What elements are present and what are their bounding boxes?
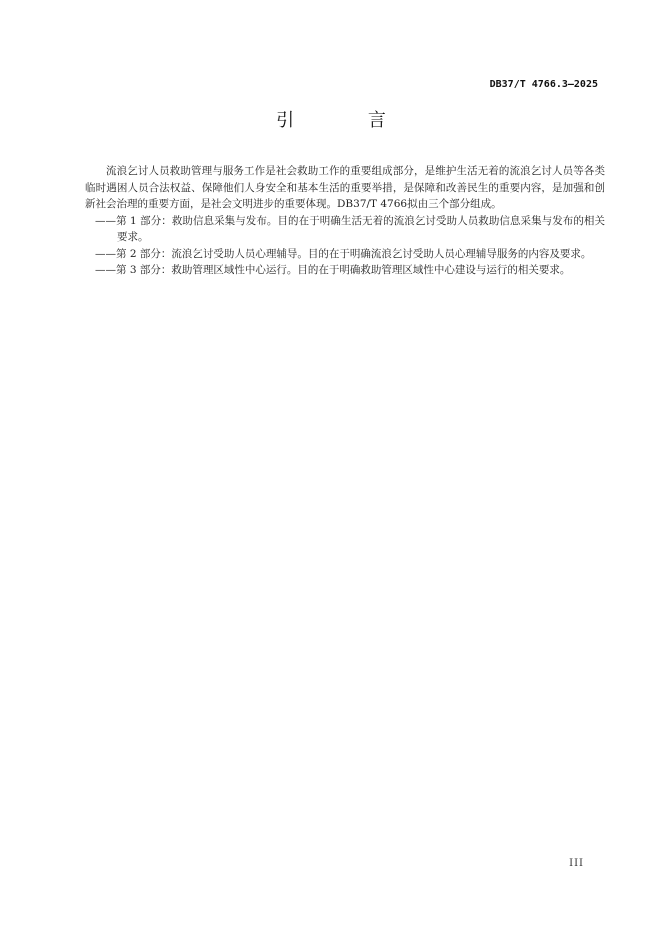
- page-title: 引 言: [276, 110, 420, 131]
- part-1-item: ——第 1 部分：救助信息采集与发布。目的在于明确生活无着的流浪乞讨受助人员救助信息采集与发布的相关要求。: [95, 214, 605, 243]
- part-2-item: ——第 2 部分：流浪乞讨受助人员心理辅导。目的在于明确流浪乞讨受助人员心理辅导服务的内容及要求。: [95, 247, 592, 260]
- part-3-item: ——第 3 部分：救助管理区域性中心运行。目的在于明确救助管理区域性中心建设与运行的相关要求。: [95, 264, 571, 276]
- document-body: [85, 163, 605, 279]
- document-code: DB37/T 4766.3—2025: [489, 79, 598, 90]
- page-number: III: [569, 858, 584, 869]
- intro-paragraph: 流浪乞讨人员救助管理与服务工作是社会救助工作的重要组成部分，是维护生活无着的流浪乞讨人员等各类临时遇困人员合法权益、保障他们人身安全和基本生活的重要举措，是保障和改善民生的重要内容，是加强和创新社会治理的重要方面，是社会文明进步的重要体现。DB37/T 4766拟由三个部分组成。: [85, 165, 605, 210]
